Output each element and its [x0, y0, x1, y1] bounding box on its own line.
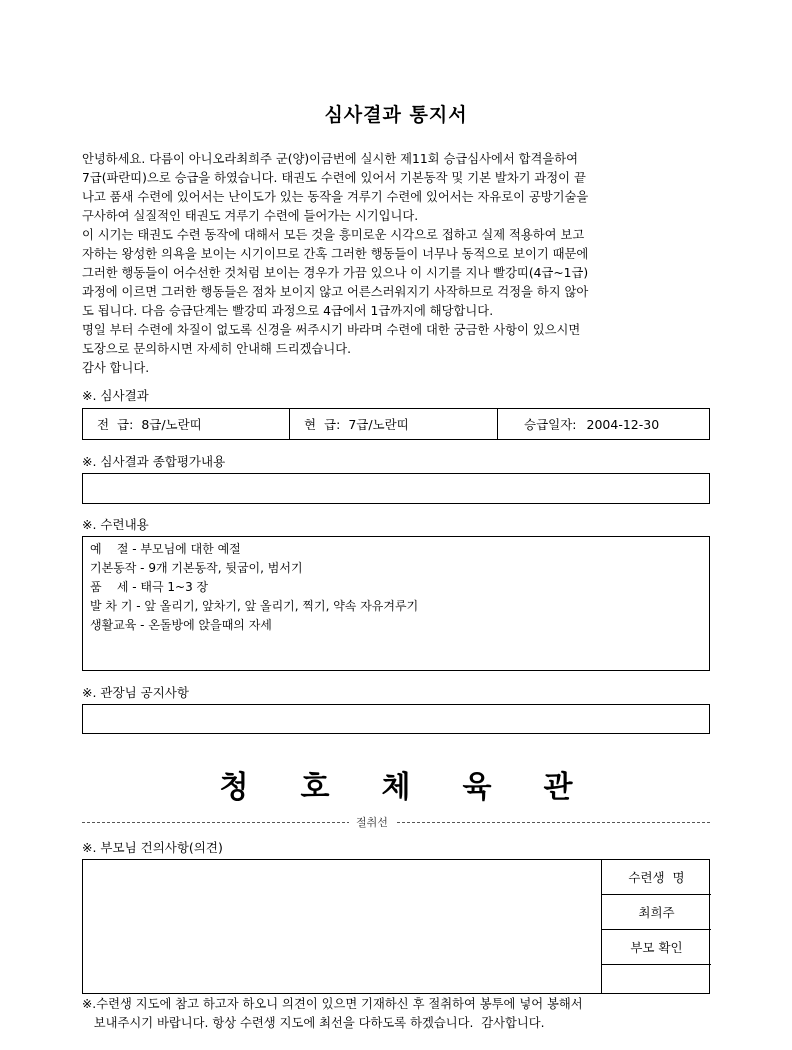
- result-table: [82, 408, 710, 440]
- gym-name-char: 육: [462, 770, 492, 805]
- gym-name-char: 체: [381, 770, 411, 805]
- letter-line: 명일 부터 수련에 차질이 없도록 신경을 써주시기 바라며 수련에 대한 궁금한 사항이 있으시면: [82, 323, 581, 337]
- cut-line: [82, 822, 710, 823]
- prev-grade-label: 전 급:: [97, 417, 134, 432]
- letter-line: 과정에 이르면 그러한 행동들은 점차 보이지 않고 어른스러워지기 사작하므로 걱정을 하지 않아: [82, 285, 589, 299]
- training-item: 기본동작 - 9개 기본동작, 뒷굽이, 범서기: [90, 561, 303, 575]
- promotion-date-cell: [498, 409, 710, 439]
- letter-line: 7급(파란띠)으로 승급을 하였습니다. 태권도 수련에 있어서 기본동작 및 기본 발차기 과정이 끝: [82, 171, 586, 185]
- parent-signature-cell: [602, 965, 711, 993]
- letter-line: 그러한 행동들이 어수선한 것처럼 보이는 경우가 가끔 있으나 이 시기를 지나 빨강띠(4급~1급): [82, 266, 589, 280]
- parents-heading: ※. 부모님 건의사항(의견): [82, 840, 223, 855]
- evaluation-box: [82, 473, 710, 504]
- training-heading: ※. 수련내용: [82, 517, 149, 532]
- parent-confirm-label-cell: [602, 930, 711, 965]
- prev-grade-cell: [83, 409, 290, 439]
- trainee-info-column: [601, 860, 711, 993]
- footer-notice: [82, 995, 722, 1033]
- letter-line: 이 시기는 태권도 수련 동작에 대해서 모든 것을 흥미로운 시각으로 접하고 실제 적용하여 보고: [82, 228, 585, 242]
- trainee-label-cell: [602, 860, 711, 895]
- evaluation-heading: ※. 심사결과 종합평가내용: [82, 454, 226, 469]
- curr-grade-cell: [290, 409, 498, 439]
- training-item: 발 차 기 - 앞 올리기, 앞차기, 앞 올리기, 찍기, 약속 자유겨루기: [90, 599, 419, 613]
- letter-line: 안녕하세요. 다름이 아니오라최희주 군(양)이금번에 실시한 제11회 승급심사에서 합격을하여: [82, 152, 579, 166]
- footer-line: 보내주시기 바랍니다. 항상 수련생 지도에 최선을 다하도록 하겠습니다. 감사합니다.: [82, 1016, 545, 1030]
- training-box: [82, 536, 710, 671]
- cut-line-label: 절취선: [349, 814, 395, 830]
- notice-box: [82, 704, 710, 734]
- curr-grade-value: 7급/노란띠: [348, 417, 409, 432]
- prev-grade-value: 8급/노란띠: [141, 417, 202, 432]
- letter-line: 나고 품새 수련에 있어서는 난이도가 있는 동작을 겨루기 수련에 있어서는 자유로이 공방기술을: [82, 190, 589, 204]
- footer-line: ※.수련생 지도에 참고 하고자 하오니 의견이 있으면 기재하신 후 절취하여 봉투에 넣어 봉해서: [82, 997, 583, 1011]
- trainee-label: 수련생 명: [628, 870, 685, 885]
- gym-name-char: 청: [219, 770, 249, 805]
- letter-line: 도 됩니다. 다음 승급단계는 빨강띠 과정으로 4급에서 1급까지에 해당합니다.: [82, 304, 494, 318]
- parent-confirm-label: 부모 확인: [630, 940, 683, 955]
- letter-body: [82, 150, 722, 378]
- letter-line: 자하는 왕성한 의욕을 보이는 시기이므로 간혹 그러한 행동들이 너무나 동적으로 보이기 때문에: [82, 247, 589, 261]
- notice-heading: ※. 관장님 공지사항: [82, 685, 189, 700]
- training-item: 품 세 - 태극 1~3 장: [90, 580, 209, 594]
- parents-opinion-box: [82, 859, 710, 994]
- gym-name: [0, 762, 792, 806]
- result-heading: ※. 심사결과: [82, 388, 149, 403]
- training-item: 예 절 - 부모님에 대한 예절: [90, 542, 241, 556]
- gym-name-char: 관: [543, 770, 573, 805]
- promotion-date-label: 승급일자:: [524, 417, 577, 432]
- letter-line: 구사하여 실질적인 태권도 겨루기 수련에 들어가는 시기입니다.: [82, 209, 419, 223]
- page-title: 심사결과 통지서: [324, 104, 468, 126]
- trainee-name-cell: [602, 895, 711, 930]
- trainee-name: 최희주: [638, 905, 675, 920]
- letter-line: 도장으로 문의하시면 자세히 안내해 드리겠습니다.: [82, 342, 351, 356]
- letter-line: 감사 합니다.: [82, 361, 150, 375]
- promotion-date-value: 2004-12-30: [586, 416, 660, 432]
- training-item: 생활교육 - 온돌방에 앉을때의 자세: [90, 618, 272, 632]
- gym-name-char: 호: [300, 770, 330, 805]
- curr-grade-label: 현 급:: [304, 417, 341, 432]
